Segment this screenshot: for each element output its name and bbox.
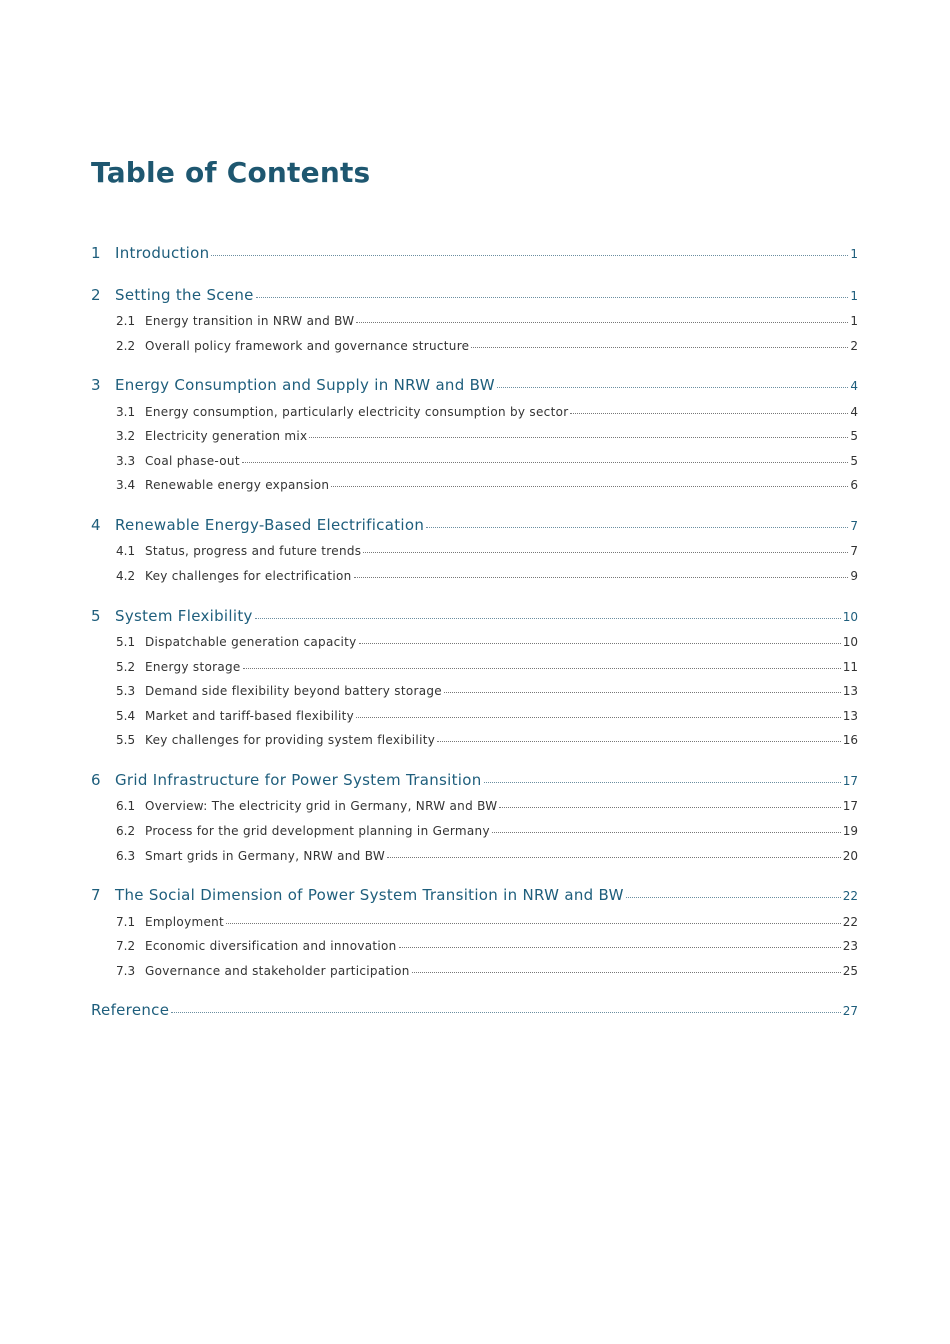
toc-label: Renewable energy expansion bbox=[145, 478, 330, 492]
dot-leader bbox=[399, 947, 841, 948]
toc-number: 1 bbox=[91, 244, 101, 262]
toc-section-5-5[interactable] bbox=[91, 733, 858, 747]
toc-page-number: 17 bbox=[842, 774, 858, 788]
toc-label: Electricity generation mix bbox=[145, 429, 308, 443]
toc-section-5-2[interactable] bbox=[91, 660, 858, 674]
toc-number: 3.3 bbox=[116, 454, 136, 468]
toc-page-number: 4 bbox=[850, 405, 858, 419]
toc-label: Setting the Scene bbox=[115, 286, 254, 304]
dot-leader bbox=[171, 1012, 840, 1013]
toc-section-4-1[interactable] bbox=[91, 544, 858, 558]
toc-number: 6 bbox=[91, 771, 101, 789]
toc-page-number: 11 bbox=[842, 660, 858, 674]
dot-leader bbox=[331, 486, 848, 487]
toc-section-7-1[interactable] bbox=[91, 915, 858, 929]
toc-number: 7.1 bbox=[116, 915, 136, 929]
toc-number: 2.2 bbox=[116, 339, 136, 353]
dot-leader bbox=[354, 577, 849, 578]
toc-number: 4.1 bbox=[116, 544, 136, 558]
toc-label: Energy transition in NRW and BW bbox=[145, 314, 355, 328]
toc-page-number: 5 bbox=[850, 429, 858, 443]
toc-page-number: 27 bbox=[842, 1004, 858, 1018]
toc-number: 7.2 bbox=[116, 939, 136, 953]
toc-page-number: 10 bbox=[842, 610, 858, 624]
toc-label: Governance and stakeholder participation bbox=[145, 964, 410, 978]
toc-label: Smart grids in Germany, NRW and BW bbox=[145, 849, 385, 863]
toc-section-3-4[interactable] bbox=[91, 478, 858, 492]
toc-page-number: 7 bbox=[850, 544, 858, 558]
toc-chapter-setting-the-scene[interactable] bbox=[91, 286, 858, 304]
dot-leader bbox=[570, 413, 848, 414]
dot-leader bbox=[242, 462, 849, 463]
toc-section-3-2[interactable] bbox=[91, 429, 858, 443]
toc-number: 2.1 bbox=[116, 314, 136, 328]
toc-label: Energy Consumption and Supply in NRW and BW bbox=[115, 376, 495, 394]
toc-page-number: 10 bbox=[842, 635, 858, 649]
toc-label: Reference bbox=[91, 1001, 170, 1019]
toc-label: Employment bbox=[145, 915, 225, 929]
toc-section-5-1[interactable] bbox=[91, 635, 858, 649]
toc-chapter-energy-consumption[interactable] bbox=[91, 376, 858, 394]
toc-page-number: 9 bbox=[850, 569, 858, 583]
toc-section-2-1[interactable] bbox=[91, 314, 858, 328]
dot-leader bbox=[412, 972, 841, 973]
toc-label: Energy consumption, particularly electricity consumption by sector bbox=[145, 405, 569, 419]
toc-label: Market and tariff-based flexibility bbox=[145, 709, 355, 723]
dot-leader bbox=[243, 668, 841, 669]
toc-section-2-2[interactable] bbox=[91, 339, 858, 353]
dot-leader bbox=[471, 347, 848, 348]
toc-label: System Flexibility bbox=[115, 607, 253, 625]
toc-section-3-3[interactable] bbox=[91, 454, 858, 468]
toc-number: 4.2 bbox=[116, 569, 136, 583]
toc-page-number: 1 bbox=[850, 314, 858, 328]
toc-page-number: 13 bbox=[842, 684, 858, 698]
toc-label: Status, progress and future trends bbox=[145, 544, 362, 558]
toc-page-number: 13 bbox=[842, 709, 858, 723]
toc-number: 3 bbox=[91, 376, 101, 394]
toc-page-number: 22 bbox=[842, 915, 858, 929]
toc-number: 5.3 bbox=[116, 684, 136, 698]
toc-section-7-3[interactable] bbox=[91, 964, 858, 978]
dot-leader bbox=[363, 552, 848, 553]
toc-number: 4 bbox=[91, 516, 101, 534]
toc-page-number: 1 bbox=[850, 289, 858, 303]
toc-number: 3.1 bbox=[116, 405, 136, 419]
toc-page-number: 6 bbox=[850, 478, 858, 492]
dot-leader bbox=[356, 717, 841, 718]
toc-number: 5.2 bbox=[116, 660, 136, 674]
toc-label: Process for the grid development planning in Germany bbox=[145, 824, 490, 838]
toc-label: Key challenges for providing system flexibility bbox=[145, 733, 436, 747]
dot-leader bbox=[497, 387, 849, 388]
dot-leader bbox=[359, 643, 841, 644]
dot-leader bbox=[499, 807, 840, 808]
toc-page-number: 7 bbox=[850, 519, 858, 533]
toc-number: 6.1 bbox=[116, 799, 136, 813]
dot-leader bbox=[426, 527, 848, 528]
toc-label: The Social Dimension of Power System Transition in NRW and BW bbox=[115, 886, 624, 904]
toc-number: 5 bbox=[91, 607, 101, 625]
toc-label: Coal phase-out bbox=[145, 454, 240, 468]
dot-leader bbox=[484, 782, 841, 783]
dot-leader bbox=[387, 857, 841, 858]
toc-section-6-3[interactable] bbox=[91, 849, 858, 863]
dot-leader bbox=[256, 297, 849, 298]
toc-page-number: 16 bbox=[842, 733, 858, 747]
toc-number: 6.3 bbox=[116, 849, 136, 863]
toc-page-number: 5 bbox=[850, 454, 858, 468]
toc-label: Energy storage bbox=[145, 660, 241, 674]
toc-section-6-1[interactable] bbox=[91, 799, 858, 813]
dot-leader bbox=[309, 437, 848, 438]
toc-chapter-introduction[interactable] bbox=[91, 244, 858, 262]
toc-page-number: 2 bbox=[850, 339, 858, 353]
toc-section-5-3[interactable] bbox=[91, 684, 858, 698]
dot-leader bbox=[444, 692, 841, 693]
toc-page-number: 23 bbox=[842, 939, 858, 953]
toc-page-number: 4 bbox=[850, 379, 858, 393]
dot-leader bbox=[492, 832, 841, 833]
toc-number: 5.4 bbox=[116, 709, 136, 723]
toc-section-4-2[interactable] bbox=[91, 569, 858, 583]
toc-chapter-electrification[interactable] bbox=[91, 516, 858, 534]
toc-number: 6.2 bbox=[116, 824, 136, 838]
toc-chapter-system-flexibility[interactable] bbox=[91, 607, 858, 625]
toc-page-number: 19 bbox=[842, 824, 858, 838]
toc-label: Overview: The electricity grid in Germany, NRW and BW bbox=[145, 799, 498, 813]
dot-leader bbox=[255, 618, 841, 619]
toc-label: Dispatchable generation capacity bbox=[145, 635, 357, 649]
toc-number: 5.1 bbox=[116, 635, 136, 649]
toc-page-number: 1 bbox=[850, 247, 858, 261]
dot-leader bbox=[437, 741, 841, 742]
toc-number: 3.2 bbox=[116, 429, 136, 443]
toc-section-3-1[interactable] bbox=[91, 405, 858, 419]
toc-number: 3.4 bbox=[116, 478, 136, 492]
dot-leader bbox=[226, 923, 841, 924]
toc-page-number: 22 bbox=[842, 889, 858, 903]
toc-label: Demand side flexibility beyond battery storage bbox=[145, 684, 442, 698]
toc-reference[interactable] bbox=[91, 1001, 858, 1019]
toc-page-number: 25 bbox=[842, 964, 858, 978]
toc-label: Overall policy framework and governance structure bbox=[145, 339, 470, 353]
toc-page-number: 20 bbox=[842, 849, 858, 863]
dot-leader bbox=[356, 322, 848, 323]
toc-chapter-grid-infrastructure[interactable] bbox=[91, 771, 858, 789]
toc-label: Grid Infrastructure for Power System Transition bbox=[115, 771, 482, 789]
toc-number: 2 bbox=[91, 286, 101, 304]
dot-leader bbox=[626, 897, 841, 898]
toc-chapter-social-dimension[interactable] bbox=[91, 886, 858, 904]
toc-section-6-2[interactable] bbox=[91, 824, 858, 838]
page-title: Table of Contents bbox=[91, 156, 371, 189]
toc-label: Key challenges for electrification bbox=[145, 569, 352, 583]
toc-section-7-2[interactable] bbox=[91, 939, 858, 953]
toc-number: 5.5 bbox=[116, 733, 136, 747]
toc-label: Economic diversification and innovation bbox=[145, 939, 397, 953]
toc-number: 7 bbox=[91, 886, 101, 904]
toc-page-number: 17 bbox=[842, 799, 858, 813]
toc-label: Renewable Energy-Based Electrification bbox=[115, 516, 425, 534]
toc-label: Introduction bbox=[115, 244, 210, 262]
toc-number: 7.3 bbox=[116, 964, 136, 978]
toc-section-5-4[interactable] bbox=[91, 709, 858, 723]
dot-leader bbox=[211, 255, 848, 256]
